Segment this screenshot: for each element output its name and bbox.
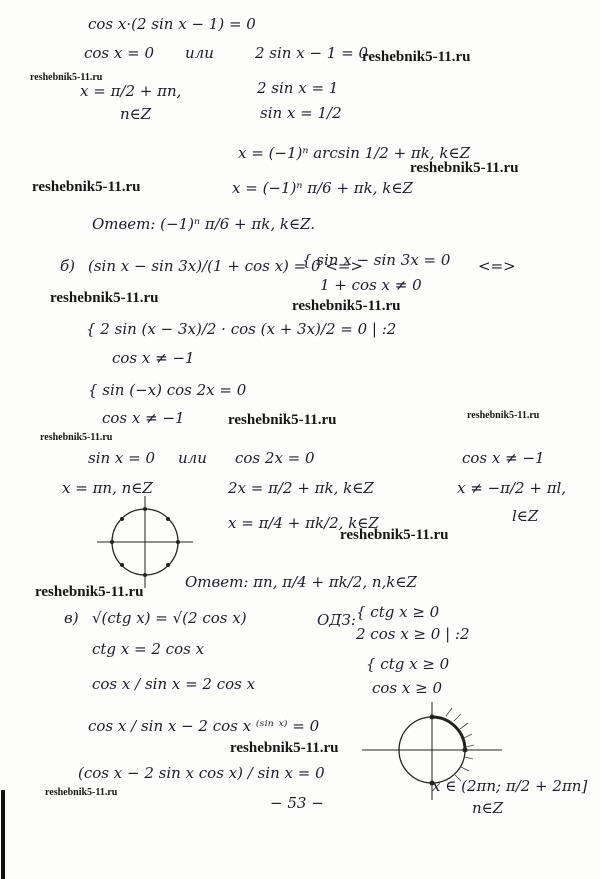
- part-v-equation: √(ctg x) = √(2 cos x): [92, 609, 247, 627]
- answer-v-interval: x ∈ (2πn; π/2 + 2πn]: [432, 777, 588, 795]
- watermark-2: reshebnik5-11.ru: [30, 72, 103, 83]
- part-b-equation: (sin x − sin 3x)/(1 + cos x) = 0 <=>: [88, 257, 364, 275]
- excluded-roots: x ≠ −π/2 + πl,: [457, 479, 567, 497]
- case-sin-zero: sin x = 0: [88, 449, 156, 467]
- answer-b: Ответ: πn, π/4 + πk/2, n,k∈Z: [185, 573, 417, 591]
- x-pi4-solution: x = π/4 + πk/2, k∈Z: [228, 514, 379, 532]
- cos-not-minus-one-1: cos x ≠ −1: [112, 349, 195, 367]
- system-b-line-1: { sin x − sin 3x = 0: [302, 251, 451, 269]
- product-formula: { 2 sin (x − 3x)/2 · cos (x + 3x)/2 = 0 | :2: [86, 320, 397, 338]
- watermark-12: reshebnik5-11.ru: [230, 740, 339, 756]
- case-cos2x-zero: cos 2x = 0: [235, 449, 315, 467]
- watermark-11: reshebnik5-11.ru: [35, 584, 144, 600]
- circle-2-hatching: [446, 708, 474, 781]
- watermark-5: reshebnik5-11.ru: [50, 290, 159, 306]
- watermark-13: reshebnik5-11.ru: [45, 787, 118, 798]
- fraction-equation: (cos x − 2 sin x cos x) / sin x = 0: [78, 764, 325, 782]
- watermark-3: reshebnik5-11.ru: [410, 160, 519, 176]
- equivalence-1: <=>: [478, 257, 516, 275]
- root-pi-n: x = πn, n∈Z: [62, 479, 153, 497]
- cos-over-sin-eq: cos x / sin x = 2 cos x: [92, 675, 256, 693]
- part-v-label: в): [64, 609, 79, 627]
- l-in-z: l∈Z: [512, 507, 539, 525]
- root-pi-half: x = π/2 + πn,: [80, 82, 182, 100]
- n-in-z-1: n∈Z: [120, 105, 152, 123]
- answer-a: Ответ: (−1)ⁿ π/6 + πk, k∈Z.: [92, 215, 316, 233]
- case-sin-equation: 2 sin x − 1 = 0: [255, 44, 368, 62]
- system-ctg: { ctg x ≥ 0: [366, 655, 450, 673]
- word-or-2: или: [178, 449, 207, 467]
- cos-not-minus-one-3: cos x ≠ −1: [462, 449, 545, 467]
- n-in-z-2: n∈Z: [472, 799, 504, 817]
- domain-label: ОДЗ:: [317, 611, 356, 629]
- sin-eq-half: sin x = 1/2: [260, 104, 342, 122]
- system-cos: cos x ≥ 0: [372, 679, 443, 697]
- shaded-arc-2: [432, 717, 465, 750]
- equation-line-1: cos x·(2 sin x − 1) = 0: [88, 15, 256, 33]
- domain-ctg: { ctg x ≥ 0: [356, 603, 440, 621]
- word-or-1: или: [185, 44, 214, 62]
- two-sin-eq-one: 2 sin x = 1: [257, 79, 339, 97]
- watermark-9: reshebnik5-11.ru: [40, 432, 113, 443]
- watermark-7: reshebnik5-11.ru: [228, 412, 337, 428]
- common-denominator-step: cos x / sin x − 2 cos x ⁽ˢⁱⁿ ˣ⁾ = 0: [88, 717, 320, 735]
- two-x-solution: 2x = π/2 + πk, k∈Z: [228, 479, 374, 497]
- arcsin-general: x = (−1)ⁿ arcsin 1/2 + πk, k∈Z: [238, 144, 471, 162]
- watermark-6: reshebnik5-11.ru: [292, 298, 401, 314]
- watermark-4: reshebnik5-11.ru: [32, 179, 141, 195]
- domain-two-cos: 2 cos x ≥ 0 | :2: [356, 625, 470, 643]
- general-solution-pi6: x = (−1)ⁿ π/6 + πk, k∈Z: [232, 179, 413, 197]
- watermark-1: reshebnik5-11.ru: [362, 49, 471, 65]
- system-sin-cos: { sin (−x) cos 2x = 0: [88, 381, 247, 399]
- watermark-10: reshebnik5-11.ru: [340, 527, 449, 543]
- ctg-eq-two-cos: ctg x = 2 cos x: [92, 640, 205, 658]
- watermark-8: reshebnik5-11.ru: [467, 410, 540, 421]
- case-cos-zero: cos x = 0: [84, 44, 155, 62]
- part-b-label: б): [60, 257, 76, 275]
- system-b-line-2: 1 + cos x ≠ 0: [320, 276, 422, 294]
- page-number: − 53 −: [270, 794, 324, 812]
- cos-not-minus-one-2: cos x ≠ −1: [102, 409, 185, 427]
